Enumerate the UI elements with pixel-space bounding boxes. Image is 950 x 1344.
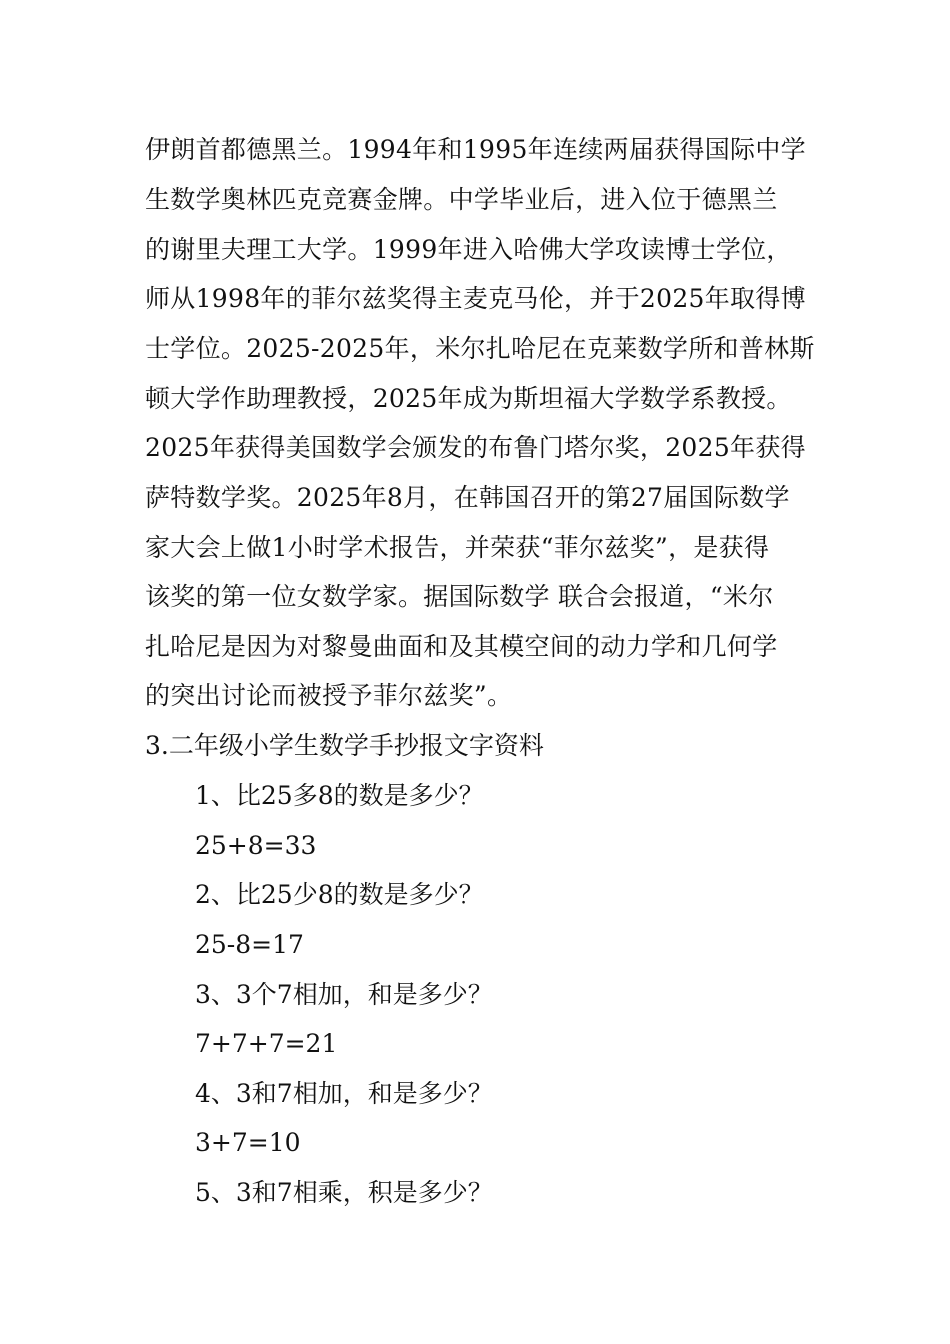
answer-item: 3+7=10 (195, 1128, 301, 1157)
paragraph-line: 士学位。2025-2025年，米尔扎哈尼在克莱数学所和普林斯 (145, 334, 815, 363)
paragraph-line: 的谢里夫理工大学。1999年进入哈佛大学攻读博士学位， (145, 235, 792, 264)
answer-item: 25-8=17 (195, 930, 304, 959)
paragraph-line: 生数学奥林匹克竞赛金牌。中学毕业后，进入位于德黑兰 (145, 185, 778, 214)
question-item: 1、比25多8的数是多少？ (195, 781, 484, 810)
paragraph-line: 家大会上做1小时学术报告，并荣获“菲尔兹奖”，是获得 (145, 533, 770, 562)
paragraph-line: 扎哈尼是因为对黎曼曲面和及其模空间的动力学和几何学 (145, 632, 778, 661)
paragraph-line: 2025年获得美国数学会颁发的布鲁门塔尔奖，2025年获得 (145, 433, 806, 462)
section-heading: 3.二年级小学生数学手抄报文字资料 (145, 731, 544, 760)
question-item: 4、3和7相加，和是多少？ (195, 1079, 493, 1108)
paragraph-line: 顿大学作助理教授，2025年成为斯坦福大学数学系教授。 (145, 384, 792, 413)
question-item: 5、3和7相乘，积是多少？ (195, 1178, 493, 1207)
paragraph-line: 的突出讨论而被授予菲尔兹奖”。 (145, 681, 513, 710)
paragraph-line: 该奖的第一位女数学家。据国际数学 联合会报道，“米尔 (145, 582, 774, 611)
paragraph-line: 师从1998年的菲尔兹奖得主麦克马伦，并于2025年取得博 (145, 284, 806, 313)
answer-item: 25+8=33 (195, 831, 317, 860)
answer-item: 7+7+7=21 (195, 1029, 338, 1058)
paragraph-line: 萨特数学奖。2025年8月，在韩国召开的第27届国际数学 (145, 483, 790, 512)
paragraph-line: 伊朗首都德黑兰。1994年和1995年连续两届获得国际中学 (145, 135, 806, 164)
question-item: 2、比25少8的数是多少？ (195, 880, 484, 909)
question-item: 3、3个7相加，和是多少？ (195, 980, 493, 1009)
